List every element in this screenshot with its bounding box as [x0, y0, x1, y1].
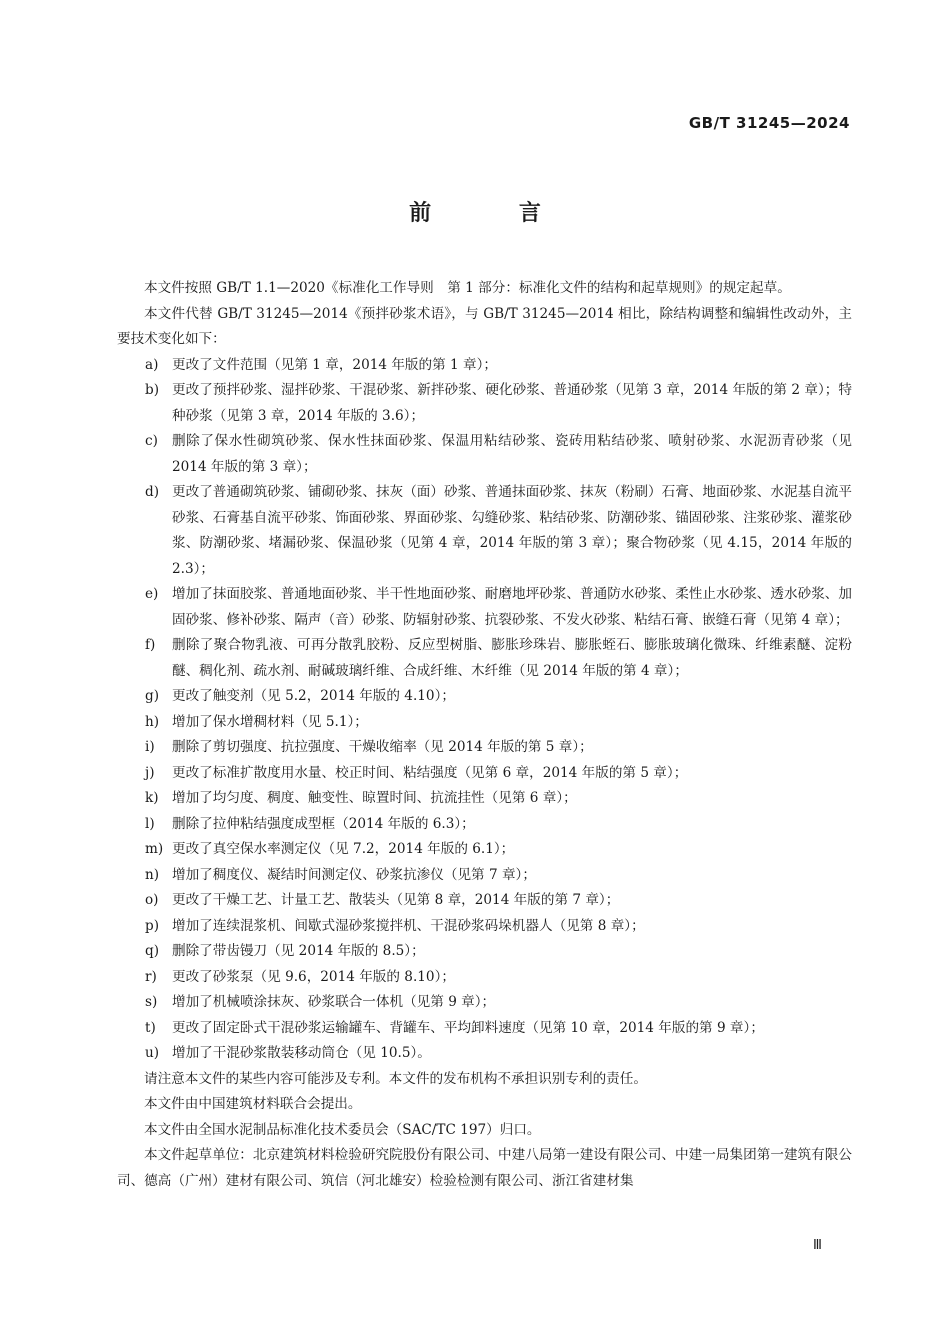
change-item-text: 增加了保水增稠材料（见 5.1）； [172, 713, 368, 730]
change-item-text: 更改了干燥工艺、计量工艺、散装头（见第 8 章，2014 年版的第 7 章）； [172, 892, 620, 908]
change-item-label: o) [145, 892, 159, 908]
change-list-item [117, 582, 852, 633]
change-item-label: k) [145, 790, 159, 806]
change-item-text: 增加了抹面胶浆、普通地面砂浆、半干性地面砂浆、耐磨地坪砂浆、普通防水砂浆、柔性止水砂浆、透水砂浆、加固砂浆、修补砂浆、隔声（音）砂浆、防辐射砂浆、抗裂砂浆、不发火砂浆、粘结石膏、嵌缝石膏（见第 4 章）； [172, 586, 852, 628]
foreword-body [117, 276, 852, 1194]
change-list-item [117, 378, 852, 429]
change-list-item [117, 633, 852, 684]
change-item-text: 更改了固定卧式干混砂浆运输罐车、背罐车、平均卸料速度（见第 10 章，2014 年版的第 9 章）； [172, 1019, 764, 1036]
change-item-text: 更改了砂浆泵（见 9.6，2014 年版的 8.10）； [172, 968, 455, 985]
change-item-text: 增加了干混砂浆散装移动筒仓（见 10.5）。 [172, 1045, 431, 1061]
change-list-item [117, 939, 852, 965]
change-item-text: 更改了文件范围（见第 1 章，2014 年版的第 1 章）； [172, 356, 497, 373]
intro-paragraph: 本文件代替 GB/T 31245—2014《预拌砂浆术语》，与 GB/T 31245—2014 相比，除结构调整和编辑性改动外，主要技术变化如下： [117, 305, 852, 347]
change-item-text: 删除了带齿镘刀（见 2014 年版的 8.5）； [172, 943, 425, 959]
end-paragraph: 本文件由全国水泥制品标准化技术委员会（SAC/TC 197）归口。 [144, 1121, 541, 1138]
change-item-text: 删除了保水性砌筑砂浆、保水性抹面砂浆、保温用粘结砂浆、瓷砖用粘结砂浆、喷射砂浆、水泥沥青砂浆（见 2014 年版的第 3 章）； [172, 433, 852, 475]
change-list-item [117, 429, 852, 480]
change-list-item [117, 863, 852, 889]
change-item-text: 删除了拉伸粘结强度成型框（2014 年版的 6.3）； [172, 815, 475, 832]
change-item-label: u) [145, 1045, 160, 1061]
change-list-item [117, 990, 852, 1016]
change-item-text: 更改了触变剂（见 5.2，2014 年版的 4.10）； [172, 688, 455, 704]
end-paragraph: 本文件由中国建筑材料联合会提出。 [144, 1096, 362, 1112]
change-list-item [117, 480, 852, 582]
change-list-item [117, 1041, 852, 1067]
change-item-text: 删除了聚合物乳液、可再分散乳胶粉、反应型树脂、膨胀珍珠岩、膨胀蛭石、膨胀玻璃化微珠、纤维素醚、淀粉醚、稠化剂、疏水剂、耐碱玻璃纤维、合成纤维、木纤维（见 2014 年版的第 4 章）； [172, 637, 852, 679]
page-number: Ⅲ [813, 1238, 822, 1253]
change-list-item [117, 965, 852, 991]
change-item-label: d) [145, 484, 160, 500]
change-item-label: m) [145, 841, 164, 857]
change-item-label: b) [145, 382, 160, 398]
change-item-label: a) [145, 356, 159, 373]
change-list-item [117, 786, 852, 812]
change-list-item [117, 353, 852, 379]
change-item-label: g) [145, 688, 160, 704]
change-item-text: 增加了连续混浆机、间歇式湿砂浆搅拌机、干混砂浆码垛机器人（见第 8 章）； [172, 917, 645, 934]
change-item-text: 增加了机械喷涂抹灰、砂浆联合一体机（见第 9 章）； [172, 994, 496, 1010]
change-list-item [117, 735, 852, 761]
change-item-text: 更改了普通砌筑砂浆、铺砌砂浆、抹灰（面）砂浆、普通抹面砂浆、抹灰（粉刷）石膏、地面砂浆、水泥基自流平砂浆、石膏基自流平砂浆、饰面砂浆、界面砂浆、勾缝砂浆、粘结砂浆、防潮砂浆、锚固砂浆、注浆砂浆、灌浆砂浆、防潮砂浆、堵漏砂浆、保温砂浆（见第 4 章，2014 年版的第 3 章）；聚合物砂浆（见 4.15，2014 年版的 2.3）； [172, 484, 852, 577]
change-item-label: h) [145, 713, 160, 730]
change-item-text: 更改了标准扩散度用水量、校正时间、粘结强度（见第 6 章，2014 年版的第 5 章）； [172, 764, 688, 781]
change-item-label: c) [145, 433, 158, 449]
change-item-label: t) [145, 1019, 156, 1036]
change-item-label: r) [145, 968, 157, 985]
change-item-text: 更改了预拌砂浆、湿拌砂浆、干混砂浆、新拌砂浆、硬化砂浆、普通砂浆（见第 3 章，2014 年版的第 2 章）；特种砂浆（见第 3 章，2014 年版的 3.6）； [172, 382, 852, 424]
change-item-text: 增加了稠度仪、凝结时间测定仪、砂浆抗渗仪（见第 7 章）； [172, 866, 536, 883]
changes-list [117, 353, 852, 1067]
page-title: 前 言 [409, 201, 581, 226]
change-list-item [117, 812, 852, 838]
change-list-item [117, 914, 852, 940]
change-item-label: n) [145, 866, 160, 883]
intro-paragraph: 本文件按照 GB/T 1.1—2020《标准化工作导则 第 1 部分：标准化文件的结构和起草规则》的规定起草。 [144, 280, 791, 296]
change-item-label: s) [145, 994, 158, 1010]
change-item-text: 增加了均匀度、稠度、触变性、晾置时间、抗流挂性（见第 6 章）； [172, 790, 577, 806]
change-list-item [117, 888, 852, 914]
change-item-label: l) [145, 815, 155, 832]
change-item-text: 删除了剪切强度、抗拉强度、干燥收缩率（见 2014 年版的第 5 章）； [172, 739, 593, 755]
change-list-item [117, 837, 852, 863]
change-item-label: e) [145, 586, 159, 602]
change-item-label: j) [145, 764, 155, 781]
change-item-label: i) [145, 739, 155, 755]
standard-number: GB/T 31245—2024 [688, 114, 850, 132]
change-item-label: f) [145, 637, 156, 653]
change-item-label: p) [145, 917, 160, 934]
change-list-item [117, 684, 852, 710]
end-paragraph: 请注意本文件的某些内容可能涉及专利。本文件的发布机构不承担识别专利的责任。 [144, 1070, 647, 1087]
change-item-label: q) [145, 943, 160, 959]
change-list-item [117, 1016, 852, 1042]
end-paragraph: 本文件起草单位：北京建筑材料检验研究院股份有限公司、中建八局第一建设有限公司、中建一局集团第一建筑有限公司、德高（广州）建材有限公司、筑信（河北雄安）检验检测有限公司、浙江省建材集 [117, 1147, 852, 1189]
change-item-text: 更改了真空保水率测定仪（见 7.2，2014 年版的 6.1）； [172, 841, 515, 857]
change-list-item [117, 761, 852, 787]
change-list-item [117, 710, 852, 736]
